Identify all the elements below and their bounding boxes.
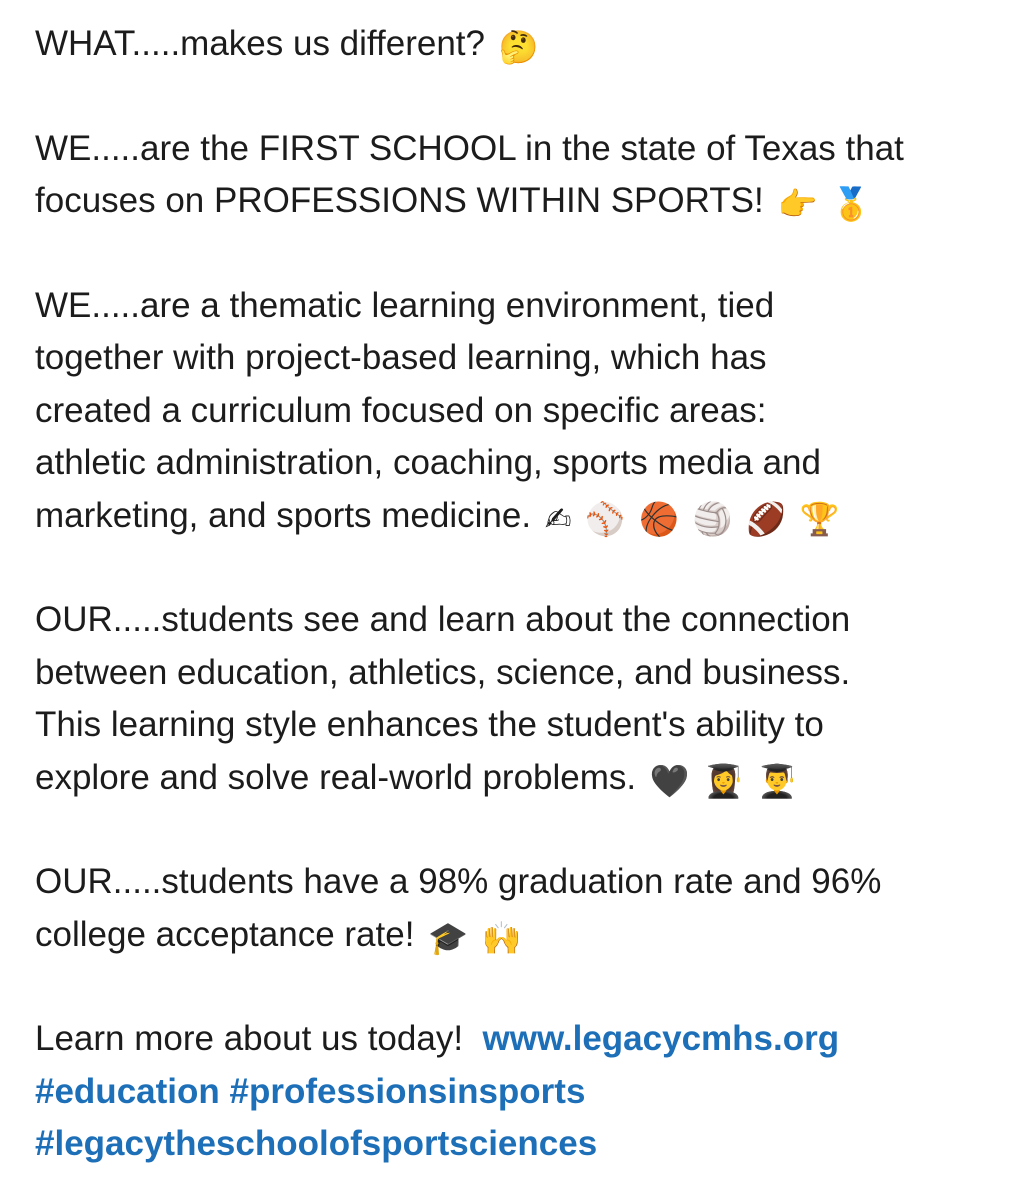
footer-text: Learn more about us today! [35,1019,464,1058]
paragraph-line: OUR.....students have a 98% graduation rate and 96% [35,862,882,901]
trophy-icon: 🏆 [799,499,840,538]
gold-medal-icon: 🥇 [831,185,871,223]
volleyball-icon: 🏐 [692,499,733,538]
paragraph-text: focuses on PROFESSIONS WITHIN SPORTS! [35,181,764,220]
paragraph-what [35,18,1010,71]
football-icon: 🏈 [746,499,786,538]
paragraph-text: marketing, and sports medicine. [35,495,532,535]
paragraph-line: This learning style enhances the student's ability to [35,705,824,744]
paragraph-line [35,175,1010,228]
paragraph-first-school [35,123,1010,228]
raising-hands-icon: 🙌 [481,918,522,957]
graduation-cap-icon: 🎓 [428,918,468,957]
paragraph-line [35,490,1010,543]
paragraph-line: athletic administration, coaching, sports media and [35,443,821,482]
paragraph-line [35,909,1010,962]
man-student-icon: 👨‍🎓 [757,761,797,800]
paragraph-line: WE.....are the FIRST SCHOOL in the state of Texas that [35,128,904,168]
thinking-face-icon: 🤔 [498,28,539,66]
website-link[interactable]: www.legacycmhs.org [482,1019,840,1058]
pointing-right-icon: 👉 [777,185,818,223]
writing-hand-icon: ✍ [544,499,572,538]
paragraph-text: college acceptance rate! [35,914,415,954]
paragraph-text: explore and solve real-world problems. [35,757,637,797]
post-content [35,18,1010,1171]
hashtag-professionsinsports-link[interactable]: #professionsinsports [229,1071,586,1111]
paragraph-line: created a curriculum focused on specific areas: [35,390,767,430]
paragraph-line: WE.....are a thematic learning environment, tied [35,285,775,325]
footer-line [35,1118,1010,1171]
paragraph-graduation [35,856,1010,961]
hashtag-education-link[interactable]: #education [35,1071,220,1111]
footer-line [35,1013,1010,1066]
paragraph-connection [35,594,1010,804]
paragraph-line [35,752,1010,805]
paragraph-line: together with project-based learning, which has [35,338,767,377]
black-heart-icon: 🖤 [649,761,690,800]
footer-links [35,1013,1010,1171]
paragraph-text: WHAT.....makes us different? [35,24,485,63]
hashtag-legacy-link[interactable]: #legacytheschoolofsportsciences [35,1124,598,1163]
footer-line [35,1066,1010,1119]
basketball-icon: 🏀 [638,499,679,538]
paragraph-line: between education, athletics, science, and business. [35,652,851,692]
paragraph-thematic [35,280,1010,543]
baseball-icon: ⚾ [585,499,626,538]
paragraph-line [35,18,1010,71]
paragraph-line: OUR.....students see and learn about the connection [35,600,851,639]
woman-student-icon: 👩‍🎓 [703,761,744,800]
